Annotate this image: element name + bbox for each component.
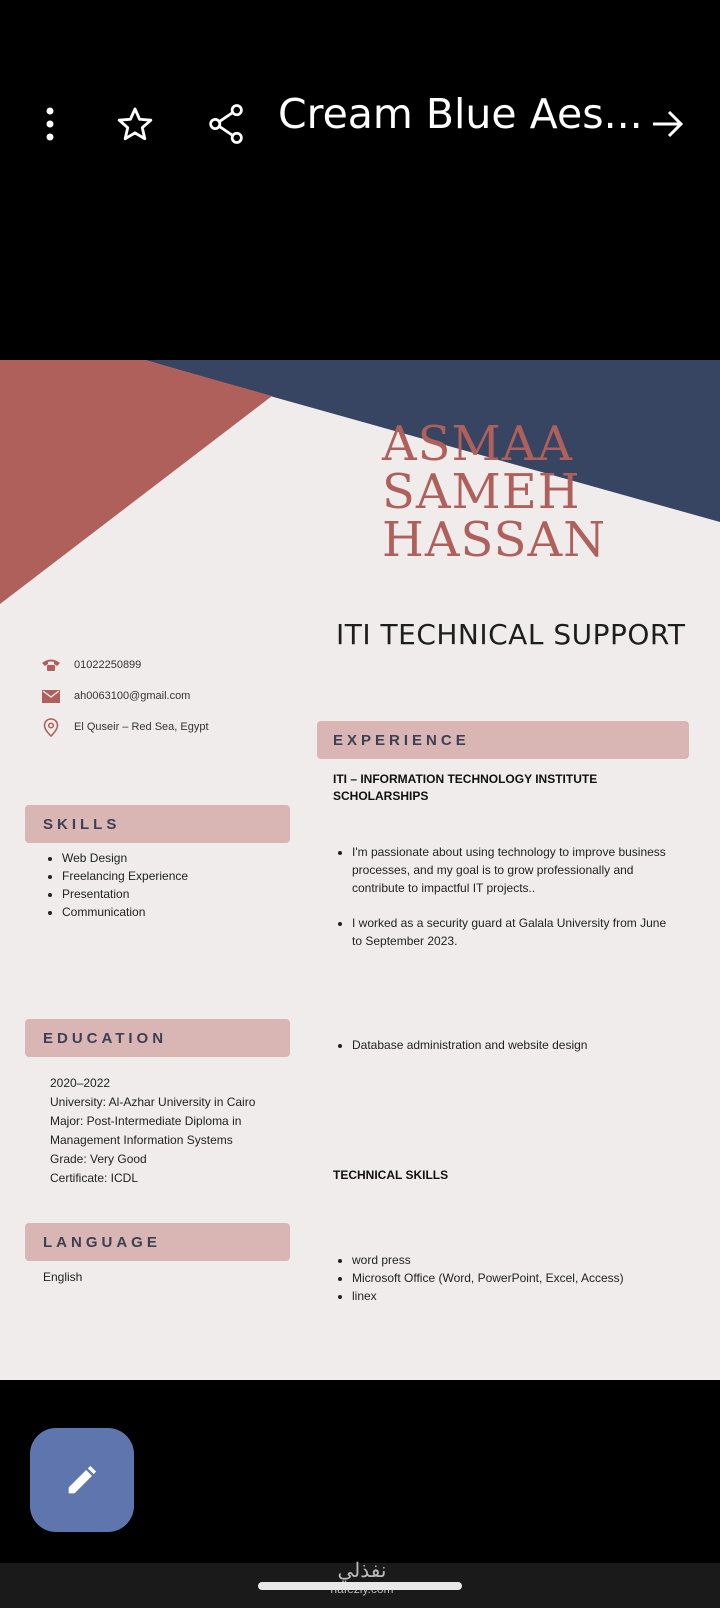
technical-skills-list <box>334 1251 692 1305</box>
education-line: Certificate: ICDL <box>50 1171 139 1185</box>
education-heading <box>25 1019 290 1057</box>
arrow-right-icon[interactable] <box>646 102 690 146</box>
experience-heading <box>317 721 689 759</box>
list-item: • Presentation <box>62 885 188 903</box>
email-icon <box>40 687 62 705</box>
list-item: • Microsoft Office (Word, PowerPoint, Excel, Access) <box>352 1269 692 1287</box>
skills-list <box>44 849 188 921</box>
more-vert-icon[interactable] <box>28 102 72 146</box>
list-item: • Web Design <box>62 849 188 867</box>
education-heading-text: EDUCATION <box>43 1029 168 1047</box>
share-icon[interactable] <box>204 102 248 146</box>
skills-heading-text: SKILLS <box>43 815 121 833</box>
list-item: • Communication <box>62 903 188 921</box>
phone-text: 01022250899 <box>74 659 142 671</box>
home-gesture-handle[interactable] <box>258 1582 462 1590</box>
document-title: Cream Blue Aes... <box>278 90 643 138</box>
list-item: • Freelancing Experience <box>62 867 188 885</box>
edit-button[interactable] <box>30 1428 134 1532</box>
experience-bullets <box>334 843 672 950</box>
email-text: ah0063100@gmail.com <box>74 690 191 702</box>
location-pin-icon <box>40 718 62 736</box>
name-line-1: ASMAA <box>382 416 574 472</box>
skills-heading <box>25 805 290 843</box>
education-line: University: Al-Azhar University in Cairo <box>50 1095 256 1109</box>
experience-organization: ITI – INFORMATION TECHNOLOGY INSTITUTE SCHOLARSHIPS <box>333 772 598 803</box>
contact-phone <box>40 656 141 674</box>
star-icon[interactable] <box>113 102 157 146</box>
resume-name <box>382 416 607 568</box>
list-item: • I'm passionate about using technology to improve business processes, and my goal is to grow professionally and contribute to impactful IT projects.. <box>352 843 672 897</box>
education-line: Management Information Systems <box>50 1133 233 1147</box>
resume-page <box>0 360 720 1380</box>
name-line-2: SAMEH <box>382 464 581 520</box>
experience-extra-bullets <box>334 1036 672 1054</box>
technical-skills-heading: TECHNICAL SKILLS <box>333 1168 449 1182</box>
language-heading-text: LANGUAGE <box>43 1233 161 1251</box>
watermark <box>312 1560 412 1596</box>
experience-heading-text: EXPERIENCE <box>333 731 470 749</box>
language-heading <box>25 1223 290 1261</box>
education-line: Major: Post-Intermediate Diploma in <box>50 1114 242 1128</box>
pencil-icon <box>62 1460 102 1500</box>
viewer-toolbar <box>0 0 720 260</box>
location-text: El Quseir – Red Sea, Egypt <box>74 721 209 733</box>
list-item: • linex <box>352 1287 692 1305</box>
language-item: English <box>43 1270 83 1284</box>
contact-location <box>40 718 209 736</box>
watermark-arabic: نفذلي <box>337 1560 387 1582</box>
list-item: • word press <box>352 1251 692 1269</box>
name-line-3: HASSAN <box>382 512 607 568</box>
job-title: ITI TECHNICAL SUPPORT <box>336 618 686 651</box>
education-line: 2020–2022 <box>50 1076 111 1090</box>
contact-email <box>40 687 190 705</box>
list-item: • Database administration and website design <box>352 1036 672 1054</box>
education-line: Grade: Very Good <box>50 1152 147 1166</box>
education-details <box>50 1074 255 1188</box>
phone-icon <box>40 656 62 674</box>
list-item: • I worked as a security guard at Galala University from June to September 2023. <box>352 914 672 950</box>
